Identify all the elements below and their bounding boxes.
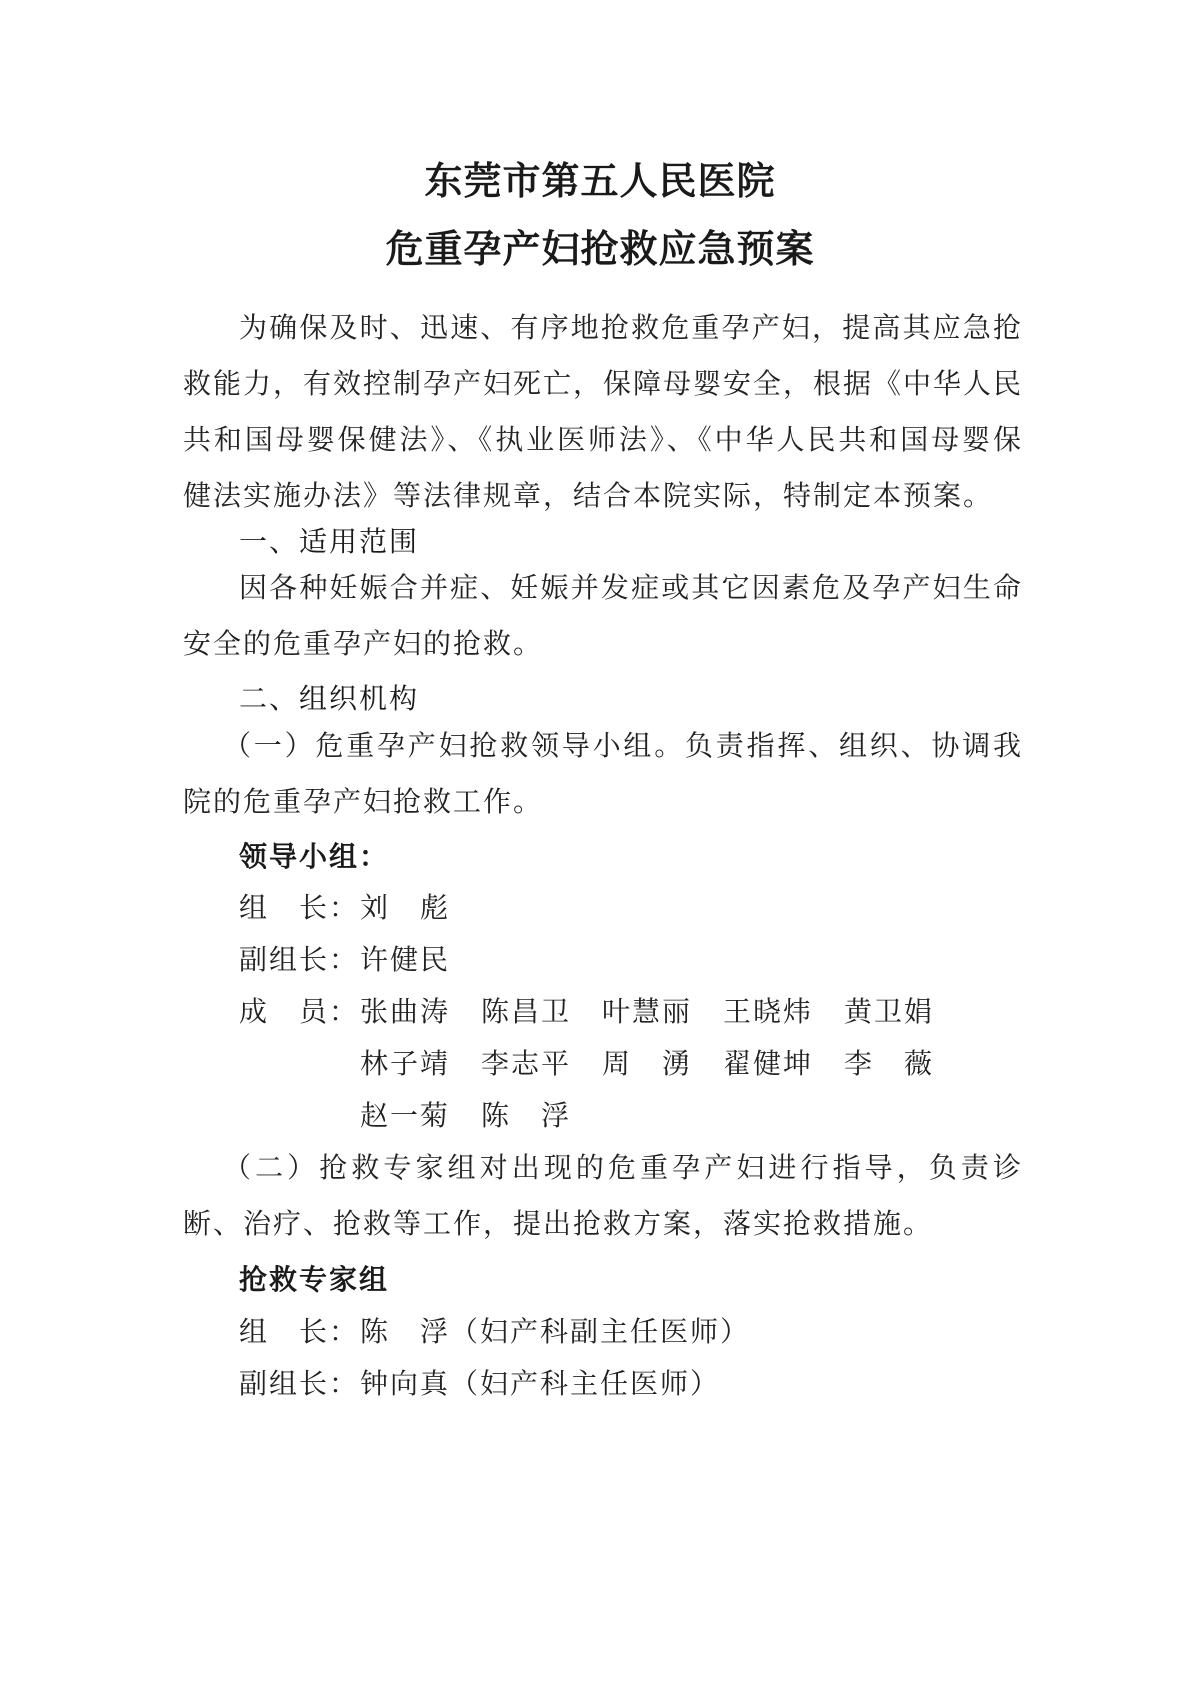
intro-paragraph: [183, 300, 1023, 524]
member-name: 陈昌卫: [481, 995, 572, 1028]
members-row: [239, 990, 360, 1030]
section1-heading: 一、适用范围: [239, 525, 420, 558]
member-name: 黄卫娟: [844, 995, 935, 1028]
expert-deputy-row: [239, 1362, 720, 1402]
hospital-title: 东莞市第五人民医院: [424, 159, 776, 203]
member-name: 李志平: [481, 1047, 572, 1080]
intro-text: 为确保及时、迅速、有序地抢救危重孕产妇，提高其应急抢救能力，有效控制孕产妇死亡，保障母婴安全，根据《中华人民共和国母婴保健法》、《执业医师法》、《中华人民共和国母婴保健法实施办法》等法律规章，结合本院实际，特制定本预案。: [183, 311, 1024, 512]
members-line-3: [360, 1094, 602, 1134]
deputy-row: [239, 938, 450, 978]
leader-group-heading: 领导小组：: [239, 840, 390, 873]
member-name: 翟健坤: [723, 1047, 814, 1080]
expert-leader-name: 陈 浮（妇产科副主任医师）: [360, 1315, 751, 1348]
member-name: 赵一菊: [360, 1099, 451, 1132]
leader-name: 刘 彪: [360, 891, 451, 924]
section2-sub1-text: （一）危重孕产妇抢救领导小组。负责指挥、组织、协调我院的危重孕产妇抢救工作。: [183, 729, 1023, 818]
members-line-1: [360, 990, 965, 1030]
expert-leader-row: [239, 1310, 750, 1350]
section2-sub1-paragraph: [183, 718, 1023, 830]
leader-row: [239, 886, 450, 926]
section2-sub2-paragraph: [183, 1140, 1023, 1252]
section2-heading: 二、组织机构: [239, 682, 420, 715]
deputy-label: 副组长：: [239, 943, 360, 976]
member-name: 李 薇: [844, 1047, 935, 1080]
members-line-2: [360, 1042, 965, 1082]
plan-title: 危重孕产妇抢救应急预案: [385, 227, 815, 271]
member-name: 周 湧: [602, 1047, 693, 1080]
expert-deputy-name: 钟向真（妇产科主任医师）: [360, 1367, 721, 1400]
leader-label: 组 长：: [239, 891, 360, 924]
expert-group-heading: 抢救专家组: [239, 1263, 390, 1296]
member-name: 陈 浮: [481, 1099, 572, 1132]
member-name: 张曲涛: [360, 995, 451, 1028]
member-name: 王晓炜: [723, 995, 814, 1028]
member-name: 林子靖: [360, 1047, 451, 1080]
deputy-name: 许健民: [360, 943, 451, 976]
section1-text: 因各种妊娠合并症、妊娠并发症或其它因素危及孕产妇生命安全的危重孕产妇的抢救。: [183, 571, 1023, 660]
members-label: 成 员：: [239, 995, 360, 1028]
member-name: 叶慧丽: [602, 995, 693, 1028]
expert-leader-label: 组 长：: [239, 1315, 360, 1348]
section2-sub2-text: （二）抢救专家组对出现的危重孕产妇进行指导，负责诊断、治疗、抢救等工作，提出抢救方案，落实抢救措施。: [183, 1151, 1023, 1240]
expert-deputy-label: 副组长：: [239, 1367, 360, 1400]
section1-paragraph: [183, 560, 1023, 672]
